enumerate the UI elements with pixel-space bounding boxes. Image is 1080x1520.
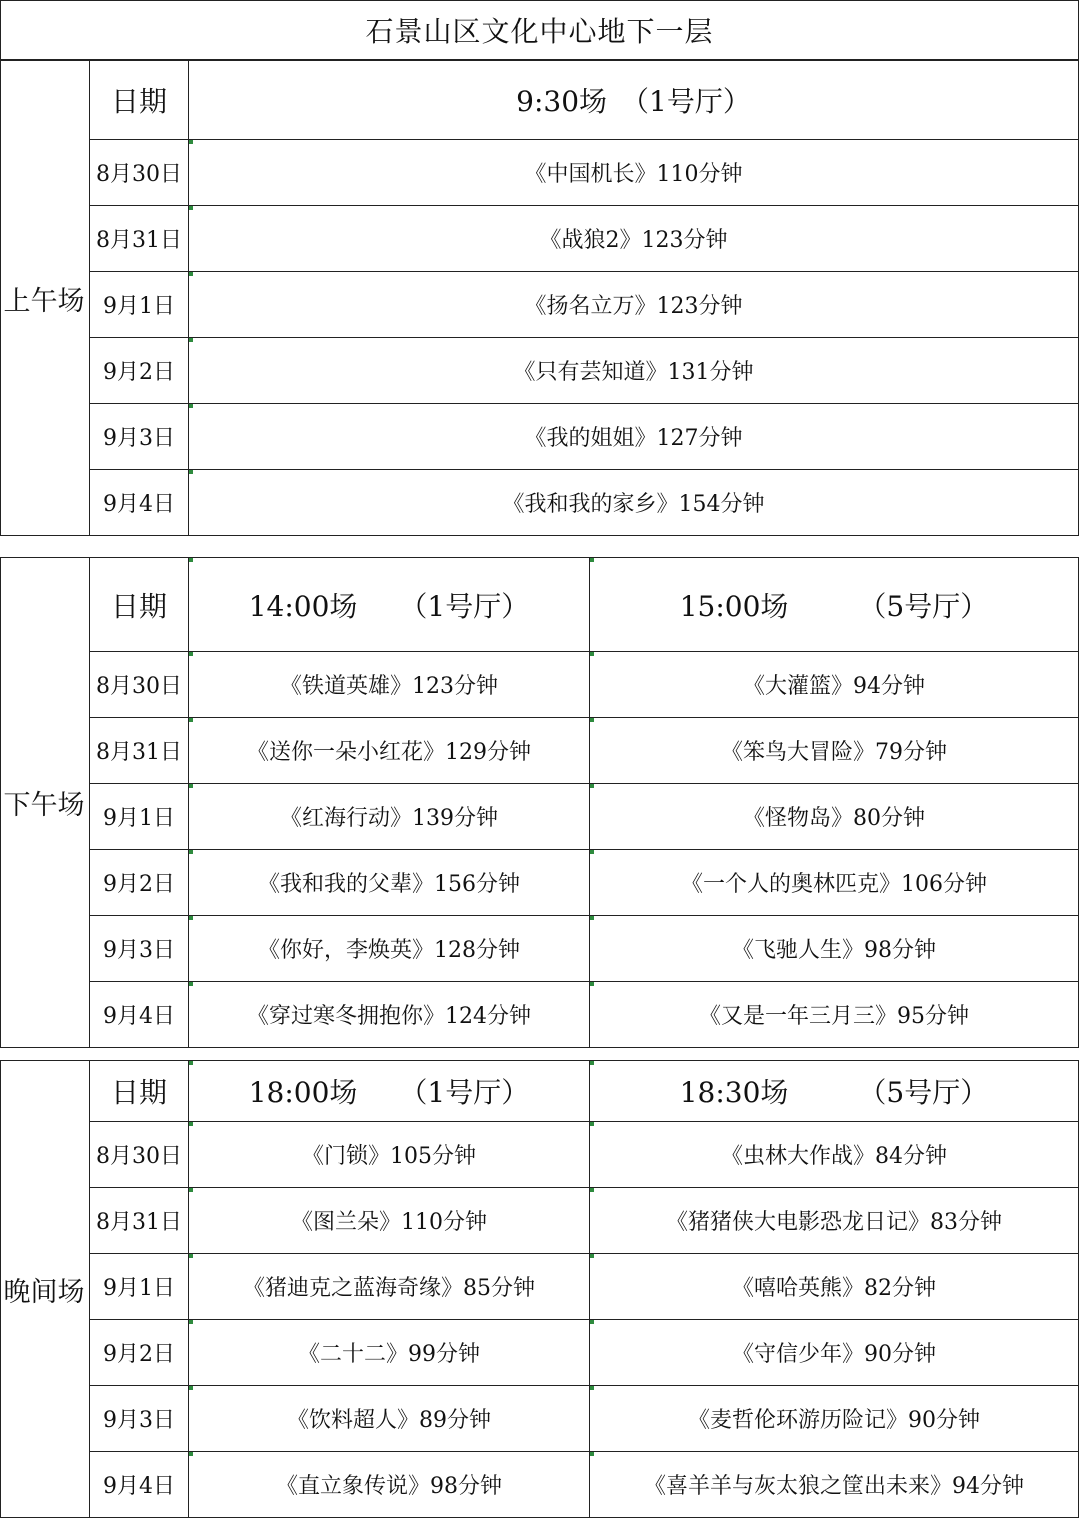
film-cell: 《嘻哈英熊》82分钟	[590, 1254, 1079, 1320]
film-cell: 《麦哲伦环游历险记》90分钟	[590, 1386, 1079, 1452]
date-cell: 9月1日	[90, 272, 189, 338]
date-cell: 9月3日	[90, 916, 189, 982]
film-cell: 《红海行动》139分钟	[189, 784, 590, 850]
evening-table	[0, 1060, 1079, 1518]
table-row	[1, 850, 1079, 916]
table-row	[1, 1188, 1079, 1254]
film-cell: 《只有芸知道》131分钟	[189, 338, 1079, 404]
afternoon-section-label: 下午场	[1, 558, 90, 1048]
film-cell: 《怪物岛》80分钟	[590, 784, 1079, 850]
table-row	[1, 1452, 1079, 1518]
table-row	[1, 140, 1079, 206]
film-cell: 《笨鸟大冒险》79分钟	[590, 718, 1079, 784]
film-cell: 《铁道英雄》123分钟	[189, 652, 590, 718]
film-cell: 《你好，李焕英》128分钟	[189, 916, 590, 982]
date-cell: 8月31日	[90, 1188, 189, 1254]
table-row	[1, 916, 1079, 982]
film-cell: 《门锁》105分钟	[189, 1122, 590, 1188]
film-cell: 《二十二》99分钟	[189, 1320, 590, 1386]
film-cell: 《又是一年三月三》95分钟	[590, 982, 1079, 1048]
table-row	[1, 652, 1079, 718]
date-cell: 9月4日	[90, 982, 189, 1048]
table-row	[1, 470, 1079, 536]
film-cell: 《大灌篮》94分钟	[590, 652, 1079, 718]
date-cell: 9月1日	[90, 784, 189, 850]
date-cell: 8月30日	[90, 652, 189, 718]
film-cell: 《饮料超人》89分钟	[189, 1386, 590, 1452]
table-row	[1, 982, 1079, 1048]
film-cell: 《穿过寒冬拥抱你》124分钟	[189, 982, 590, 1048]
date-cell: 9月4日	[90, 470, 189, 536]
table-row	[1, 206, 1079, 272]
film-cell: 《中国机长》110分钟	[189, 140, 1079, 206]
film-cell: 《守信少年》90分钟	[590, 1320, 1079, 1386]
date-cell: 8月30日	[90, 140, 189, 206]
film-cell: 《我的姐姐》127分钟	[189, 404, 1079, 470]
afternoon-table	[0, 557, 1079, 1048]
date-cell: 9月2日	[90, 850, 189, 916]
film-cell: 《喜羊羊与灰太狼之筐出未来》94分钟	[590, 1452, 1079, 1518]
evening-slot2-header: 18:30场 （5号厅）	[590, 1061, 1079, 1122]
date-cell: 9月4日	[90, 1452, 189, 1518]
date-header: 日期	[90, 558, 189, 652]
table-row	[1, 404, 1079, 470]
table-row	[1, 1254, 1079, 1320]
date-cell: 9月3日	[90, 404, 189, 470]
film-cell: 《我和我的父辈》156分钟	[189, 850, 590, 916]
table-row	[1, 718, 1079, 784]
film-cell: 《送你一朵小红花》129分钟	[189, 718, 590, 784]
afternoon-slot1-header: 14:00场 （1号厅）	[189, 558, 590, 652]
film-cell: 《我和我的家乡》154分钟	[189, 470, 1079, 536]
date-cell: 8月31日	[90, 718, 189, 784]
film-cell: 《猪猪侠大电影恐龙日记》83分钟	[590, 1188, 1079, 1254]
date-cell: 9月2日	[90, 338, 189, 404]
date-header: 日期	[90, 61, 189, 140]
table-row	[1, 1386, 1079, 1452]
morning-section-label: 上午场	[1, 61, 90, 536]
date-cell: 8月30日	[90, 1122, 189, 1188]
date-cell: 9月2日	[90, 1320, 189, 1386]
table-row	[1, 1122, 1079, 1188]
title-table	[0, 0, 1079, 60]
table-row	[1, 338, 1079, 404]
evening-section-label: 晚间场	[1, 1061, 90, 1518]
date-header: 日期	[90, 1061, 189, 1122]
afternoon-slot2-header: 15:00场 （5号厅）	[590, 558, 1079, 652]
table-row	[1, 272, 1079, 338]
morning-table	[0, 60, 1079, 536]
morning-slot-header: 9:30场 （1号厅）	[189, 61, 1079, 140]
evening-slot1-header: 18:00场 （1号厅）	[189, 1061, 590, 1122]
film-cell: 《一个人的奥林匹克》106分钟	[590, 850, 1079, 916]
date-cell: 8月31日	[90, 206, 189, 272]
film-cell: 《飞驰人生》98分钟	[590, 916, 1079, 982]
film-cell: 《图兰朵》110分钟	[189, 1188, 590, 1254]
film-cell: 《猪迪克之蓝海奇缘》85分钟	[189, 1254, 590, 1320]
table-row	[1, 1320, 1079, 1386]
film-cell: 《虫林大作战》84分钟	[590, 1122, 1079, 1188]
film-cell: 《直立象传说》98分钟	[189, 1452, 590, 1518]
table-row	[1, 784, 1079, 850]
film-cell: 《扬名立万》123分钟	[189, 272, 1079, 338]
date-cell: 9月3日	[90, 1386, 189, 1452]
film-cell: 《战狼2》123分钟	[189, 206, 1079, 272]
date-cell: 9月1日	[90, 1254, 189, 1320]
page-title: 石景山区文化中心地下一层	[1, 1, 1079, 60]
